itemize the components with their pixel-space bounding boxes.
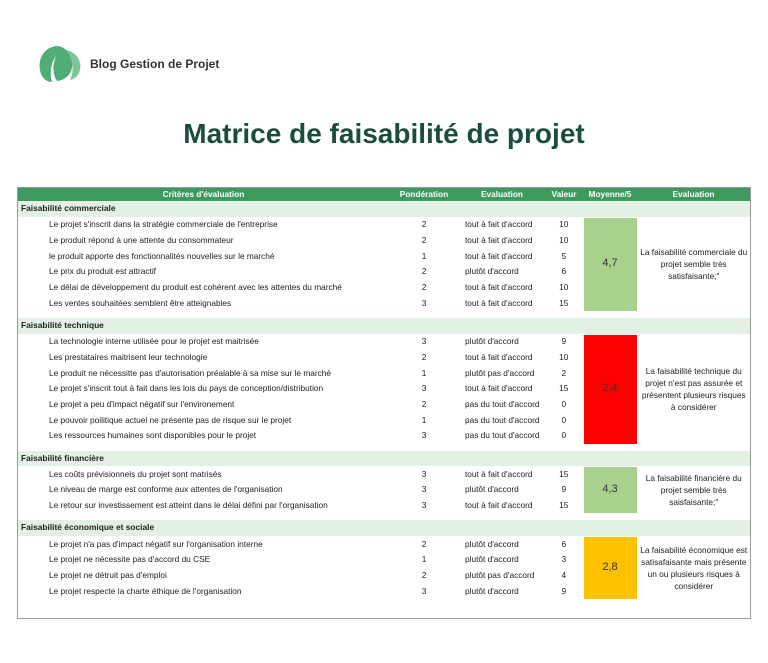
col-average: Moyenne/5 bbox=[583, 188, 637, 201]
evaluation-cell: tout à fait d'accord bbox=[465, 383, 533, 394]
evaluation-cell: plutôt d'accord bbox=[465, 554, 519, 565]
leaf-logo-icon bbox=[36, 44, 84, 84]
weight-cell: 3 bbox=[421, 383, 427, 394]
value-cell: 10 bbox=[559, 282, 569, 293]
weight-cell: 1 bbox=[421, 554, 427, 565]
criterion-text: Le projet n'a pas d'impact négatif sur l'organisation interne bbox=[49, 538, 263, 549]
weight-cell: 3 bbox=[421, 336, 427, 347]
value-cell: 2 bbox=[561, 367, 567, 378]
weight-cell: 3 bbox=[421, 430, 427, 441]
col-weight: Pondération bbox=[389, 188, 459, 201]
criterion-row bbox=[18, 217, 750, 233]
criterion-row bbox=[18, 537, 750, 553]
criterion-text: Le projet ne nécessite pas d'accord du CSE bbox=[49, 554, 211, 565]
value-cell: 15 bbox=[559, 383, 569, 394]
value-cell: 6 bbox=[561, 266, 567, 277]
evaluation-cell: plutôt pas d'accord bbox=[465, 367, 535, 378]
section-header bbox=[18, 318, 750, 334]
weight-cell: 1 bbox=[421, 414, 427, 425]
average-score: 2,8 bbox=[583, 537, 637, 600]
blog-logo[interactable] bbox=[36, 44, 219, 84]
weight-cell: 1 bbox=[421, 367, 427, 378]
value-cell: 9 bbox=[561, 484, 567, 495]
evaluation-cell: plutôt d'accord bbox=[465, 336, 519, 347]
criterion-text: Le retour sur investissement est atteint dans le délai défini par l'organisation bbox=[49, 500, 328, 511]
value-cell: 15 bbox=[559, 297, 569, 308]
criterion-text: Le prix du produit est attractif bbox=[49, 266, 156, 277]
criterion-text: Les coûts prévisionnels du projet sont matrisés bbox=[49, 468, 222, 479]
criterion-text: La technologie interne utilisée pour le projet est maitrisée bbox=[49, 336, 259, 347]
weight-cell: 2 bbox=[421, 282, 427, 293]
weight-cell: 2 bbox=[421, 569, 427, 580]
value-cell: 9 bbox=[561, 585, 567, 596]
criterion-text: Le produit ne nécessitte pas d'autorisation préalable à sa mise sur le marché bbox=[49, 367, 331, 378]
weight-cell: 3 bbox=[421, 297, 427, 308]
criterion-text: Les ressources humaines sont disponibles pour le projet bbox=[49, 430, 257, 441]
value-cell: 0 bbox=[561, 430, 567, 441]
evaluation-cell: tout à fait d'accord bbox=[465, 468, 533, 479]
feasibility-matrix bbox=[17, 187, 751, 619]
section-title: Faisabilité commerciale bbox=[18, 201, 750, 217]
evaluation-cell: tout à fait d'accord bbox=[465, 234, 533, 245]
col-value: Valeur bbox=[545, 188, 583, 201]
evaluation-cell: pas du tout d'accord bbox=[465, 414, 540, 425]
value-cell: 0 bbox=[561, 414, 567, 425]
section-header bbox=[18, 201, 750, 217]
section-title: Faisabilité financière bbox=[18, 451, 750, 467]
weight-cell: 3 bbox=[421, 585, 427, 596]
evaluation-cell: plutôt pas d'accord bbox=[465, 569, 535, 580]
weight-cell: 2 bbox=[421, 219, 427, 230]
weight-cell: 2 bbox=[421, 351, 427, 362]
criterion-text: le produit apporte des fonctionnalités nouvelles sur le marché bbox=[49, 250, 275, 261]
value-cell: 15 bbox=[559, 500, 569, 511]
weight-cell: 2 bbox=[421, 234, 427, 245]
evaluation-cell: tout à fait d'accord bbox=[465, 351, 533, 362]
average-score: 4,7 bbox=[583, 217, 637, 311]
criterion-text: Le projet a peu d'impact négatif sur l'environement bbox=[49, 398, 235, 409]
evaluation-cell: plutôt d'accord bbox=[465, 585, 519, 596]
section-comment: La faisabilité économique est satisafaisante mais présente un ou plusieurs risques à considérer bbox=[640, 544, 748, 591]
col-evaluation: Evaluation bbox=[459, 188, 545, 201]
evaluation-cell: plutôt d'accord bbox=[465, 266, 519, 277]
value-cell: 3 bbox=[561, 554, 567, 565]
average-score: 4,3 bbox=[583, 467, 637, 514]
weight-cell: 3 bbox=[421, 484, 427, 495]
evaluation-cell: plutôt d'accord bbox=[465, 538, 519, 549]
weight-cell: 3 bbox=[421, 468, 427, 479]
col-comment: Evaluation bbox=[637, 188, 750, 201]
average-score: 2,4 bbox=[583, 334, 637, 444]
value-cell: 10 bbox=[559, 351, 569, 362]
criterion-text: Le délai de développement du produit est cohérent avec les attentes du marché bbox=[49, 282, 342, 293]
criterion-text: Le projet respecte la charte éthique de l'organisation bbox=[49, 585, 242, 596]
value-cell: 4 bbox=[561, 569, 567, 580]
value-cell: 6 bbox=[561, 538, 567, 549]
criterion-text: Les prestataires maitrisent leur technologie bbox=[49, 351, 208, 362]
value-cell: 0 bbox=[561, 398, 567, 409]
evaluation-cell: pas du tout d'accord bbox=[465, 430, 540, 441]
value-cell: 5 bbox=[561, 250, 567, 261]
section-title: Faisabilité technique bbox=[18, 318, 750, 334]
weight-cell: 2 bbox=[421, 266, 427, 277]
criterion-row bbox=[18, 334, 750, 350]
weight-cell: 2 bbox=[421, 538, 427, 549]
evaluation-cell: pas du tout d'accord bbox=[465, 398, 540, 409]
criterion-text: Les ventes souhaitées semblent être atteignables bbox=[49, 297, 232, 308]
header-row bbox=[18, 188, 750, 201]
criterion-text: Le projet s'inscrit dans la stratégie commerciale de l'entreprise bbox=[49, 219, 278, 230]
section-comment: La faisabilité technique du projet n'est pas assurée et présentent plusieurs risques à considérer bbox=[641, 366, 746, 413]
value-cell: 9 bbox=[561, 336, 567, 347]
weight-cell: 1 bbox=[421, 250, 427, 261]
evaluation-cell: tout à fait d'accord bbox=[465, 250, 533, 261]
evaluation-cell: tout à fait d'accord bbox=[465, 297, 533, 308]
value-cell: 15 bbox=[559, 468, 569, 479]
matrix-table bbox=[18, 188, 750, 600]
criterion-text: Le produit répond à une attente du consommateur bbox=[49, 234, 234, 245]
section-title: Faisabilité économique et sociale bbox=[18, 520, 750, 536]
value-cell: 10 bbox=[559, 234, 569, 245]
section-header bbox=[18, 451, 750, 467]
criterion-text: Le projet s'inscrit tout à fait dans les lois du pays de conception/distribution bbox=[49, 383, 324, 394]
evaluation-cell: plutôt d'accord bbox=[465, 484, 519, 495]
criterion-text: Le niveau de marge est conforme aux attentes de l'organisation bbox=[49, 484, 283, 495]
evaluation-cell: tout à fait d'accord bbox=[465, 282, 533, 293]
page-title: Matrice de faisabilité de projet bbox=[183, 118, 585, 149]
col-criteria: Critères d'évaluation bbox=[18, 188, 389, 201]
matrix-body bbox=[18, 201, 750, 599]
weight-cell: 3 bbox=[421, 500, 427, 511]
evaluation-cell: tout à fait d'accord bbox=[465, 219, 533, 230]
section-comment: La faisabilité financière du projet semble très saisfaisante;" bbox=[645, 473, 742, 508]
criterion-row bbox=[18, 467, 750, 483]
evaluation-cell: tout à fait d'accord bbox=[465, 500, 533, 511]
weight-cell: 2 bbox=[421, 398, 427, 409]
section-header bbox=[18, 520, 750, 536]
criterion-text: Le projet ne détruit pas d'emploi bbox=[49, 569, 167, 580]
value-cell: 10 bbox=[559, 219, 569, 230]
section-comment: La faisabilité commerciale du projet semble très satisfaisante;" bbox=[640, 247, 748, 282]
logo-text: Blog Gestion de Projet bbox=[90, 57, 220, 71]
criterion-text: Le pouvoir poilitique actuel ne présente pas de risque sur le projet bbox=[49, 414, 292, 425]
